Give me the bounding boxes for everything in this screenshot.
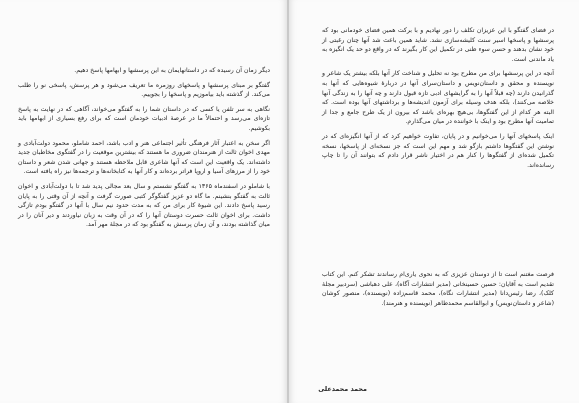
- paragraph: آنچه در این پرسشها برای من مطرح بود نه تحلیل و شناخت کار آنها بلکه بیشتر یک شاعر و نویسنده و محقق و داستان‌نویس و داستان‌سرای آنها در دربارهٔ شیوه‌هایی که آنها به گذرانیدن دارند (چه قبلاً آنها را به گرایشهای ادبی تازه قبول دارند و چه آنها را به زندگی آنها خلاصه می‌کنند)، بلکه هدف وسیله برای آزمون اندیشه‌ها و برداشتهای آنها بوده است. که البته هر کدام از این گفتگوها، بی‌هیچ بهره‌ای باشد که بیرون از یک طرح جامع و جدا از تمامیت آنها مطرح بود و اینک با خواننده در میان می‌گذارم.: [322, 70, 554, 126]
- paragraph: با شاملو در اسفندماه ۱۳۶۵ به گفتگو نشستم و سال بعد مجالی پدید شد تا با دولت‌آبادی و اخوان ثالث به گفتگو بنشینم. ما گاه دو عزیز گفتگوگر کتبی صورت گرفت و آنچه از آن وقتی را به پایان رسید پاسخ دادند. این شیوهٔ کار برای من که به مدت حدود نیم سال با آنها در گفتگو بودم تازگی داشت. برای اخوان ثالث حسرت دوستان آنها را که در آن وقت به زبان نیاوردند و دیر آنان را در میان گذاشته بودند، و آن زمان پرسش به گفتگو بود که در مجلهٔ مهر آمد.: [18, 182, 270, 229]
- paragraph: اینک پاسخهای آنها را می‌خوانیم و در پایان، تفاوت خواهیم کرد که از آنها انگیزه‌ای که در نوشتن این گفتگوها داشتم بازگو شد و مهم این است که جز نسخه‌ای از پاسخها، نسخه تکمیل شده‌ای از گفتگوها را کنار هم در اختیار ناشر قرار دادم که بتوانند آن را تا چاپ رسانده‌اند.: [322, 132, 554, 169]
- paragraph: نگاهی به سر تلفن یا کسی که در داستان شما را به گفتگو می‌خواند، آگاهی که در نهایت به پاسخ تازه‌ای می‌رسد و احتمالاً ما در عرصهٔ ادبیات خودمان است که برای رفع بسیاری از ابهامها باید بکوشیم.: [18, 105, 270, 132]
- paragraph: گفتگو بر مبنای پرسشها و پاسخهای روزمره ما تعریف می‌شود و هر پرسش، پاسخی نو را طلب می‌کند. از گذشته باید بیاموزیم و پاسخها را بجوییم.: [18, 81, 270, 99]
- paragraph: اگر سخن به اعتبار آثار فرهنگی تأثیر اجتماعی هنر و ادب باشد، احمد شاملو، محمود دولت‌آبادی و مهدی اخوان ثالث از هنرمندان ضروری ما هستند که بیشترین موقعیت را در گفتگوی مخاطبان جدید داشته‌اند. یک واقعیت این است که آنها شاعری قابل ملاحظه هستند و جهانی شدن شعر و داستان خود را از مرزهای آسیا و اروپا فراتر برده‌اند و کار آنها به کتابخانه‌ها و ترجمه‌ها نیز راه یافته است.: [18, 139, 270, 176]
- paragraph: در فضای گفتگو با این عزیزان تکلف را دور نهادیم و با برکت همین فضای خودمانی بود که پرسشها و پاسخها اسیر سنت کلیشه‌سازی نشد. شاید همین باعث شد آنها چنان رغبتی از خود نشان بدهند و حسن سوء ظنی در تکمیل این کار بگیرند که در واقع دو حد یک انگیزه به یاد ماندنی است.: [322, 27, 554, 63]
- right-page-text-bottom: [322, 270, 554, 310]
- left-page-text: [18, 66, 270, 232]
- author-signature: محمد محمدعلی: [318, 385, 367, 393]
- paragraph: فرصت مغتنم است تا از دوستان عزیزی که به نحوی یاری‌ام رساندند تشکر کنم. این کتاب تقدیم است به آقایان: حسین حسینخانی (مدیر انتشارات آگاه)، علی دهباشی (سردبیر مجلهٔ کلک)، رضا رئیس‌دانا (مدیر انتشارات نگاه)، محمد قاسم‌زاده (نویسنده)، منصور کوشان (شاعر و داستان‌نویس) و ابوالقاسم محمدطاهر (نویسنده و هنرمند).: [322, 271, 554, 307]
- right-page-text-top: [322, 26, 554, 172]
- left-page: [0, 0, 288, 403]
- paragraph: دیگر زمان آن رسیده که در داستانهایمان به این پرسشها و ابهامها پاسخ دهیم.: [74, 67, 270, 74]
